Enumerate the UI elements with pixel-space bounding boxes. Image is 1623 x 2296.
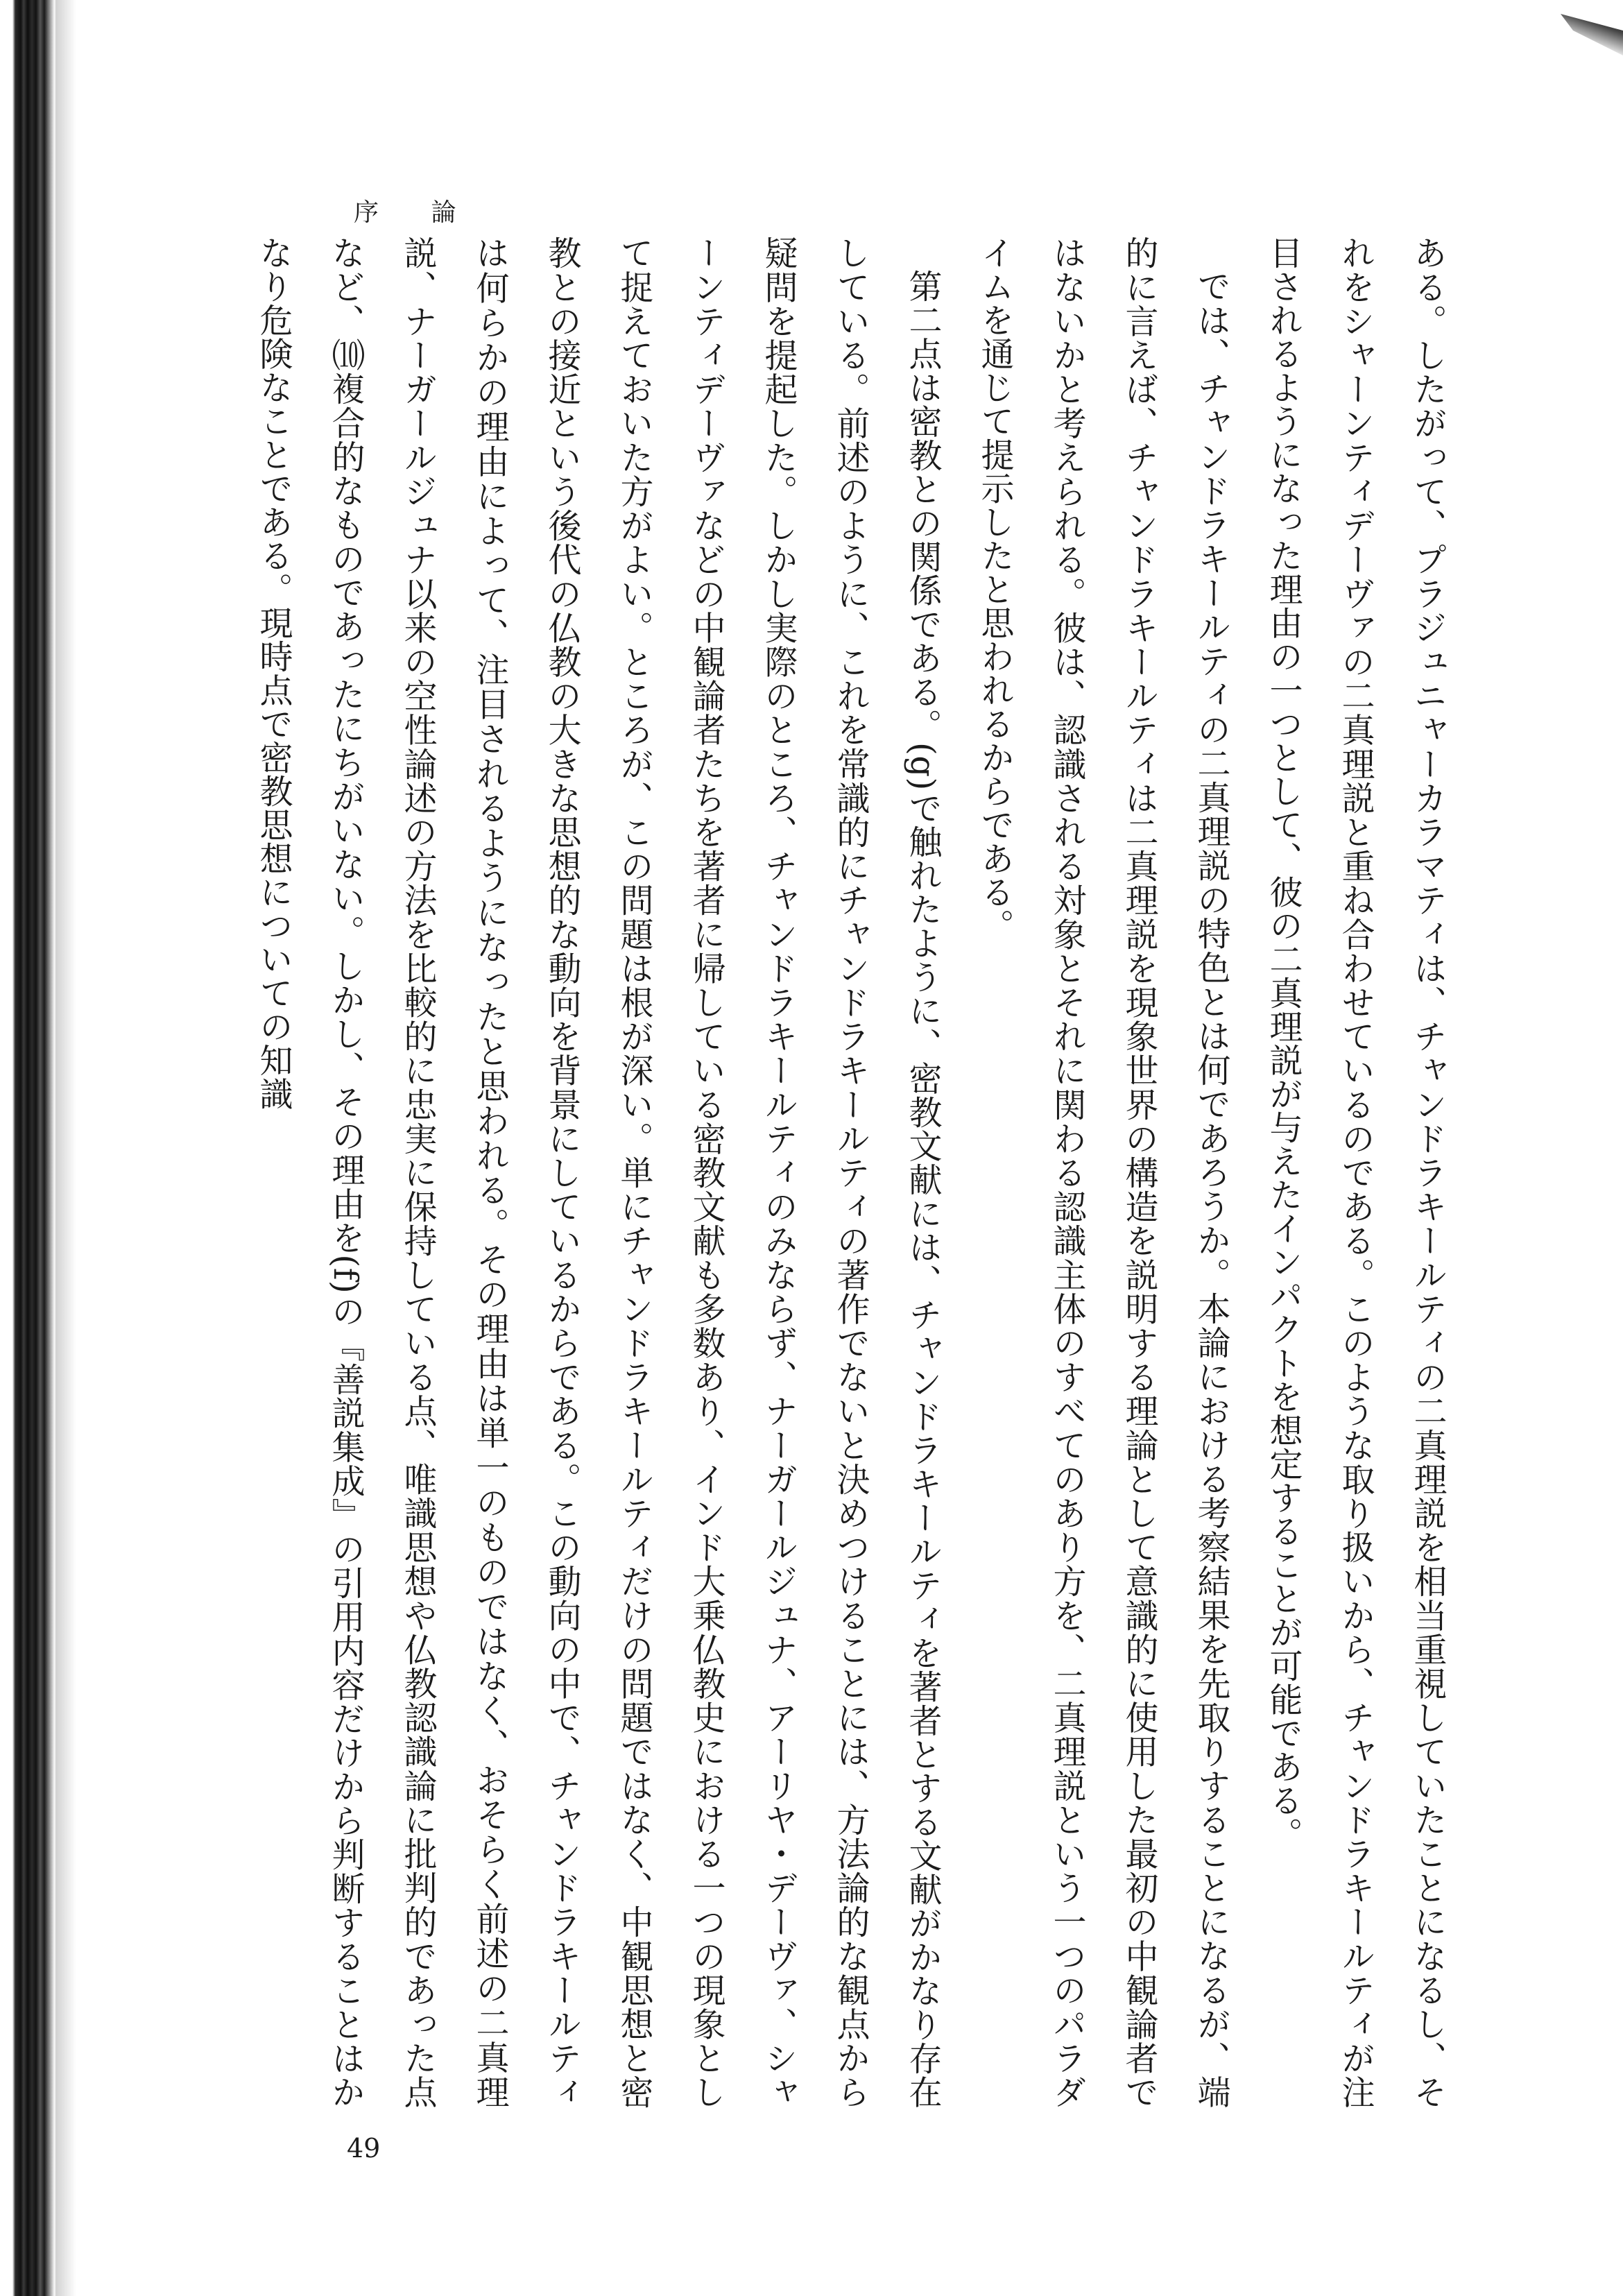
running-header: 序 論: [354, 198, 479, 227]
body-text: [237, 236, 1463, 2109]
page-number: 49: [347, 2133, 381, 2164]
scan-corner-mark: [1561, 14, 1623, 55]
paragraph-3: 第二点は密教との関係である。(g)で触れたように、密教文献には、チャンドラキールティを著者とする文献がかなり存在している。前述のように、これを常識的にチャンドラキールティの著作でないと決めつけることには、方法論的な観点から疑問を提起した。しかし実際のところ、チャンドラキールティのみならず、ナーガールジュナ、アーリヤ・デーヴァ、シャーンティデーヴァなどの中観論者たちを著者に帰している密教文献も多数あり、インド大乗仏教史における一つの現象として捉えておいた方がよい。ところが、この問題は根が深い。単にチャンドラキールティだけの問題ではなく、中観思想と密教との接近という後代の仏教の大きな思想的な動向を背景にしているからである。この動向の中で、チャンドラキールティは何らかの理由によって、注目されるようになったと思われる。その理由は単一のものではなく、おそらく前述の二真理説、ナーガールジュナ以来の空性論述の方法を比較的に忠実に保持している点、唯識思想や仏教認識論に批判的であった点など、⑽複合的なものであったにちがいない。しかし、その理由を(f)の『善説集成』の引用内容だけから判断することはかなり危険なことである。現時点で密教思想についての知識: [254, 236, 942, 2109]
paragraph-1: ある。したがって、プラジュニャーカラマティは、チャンドラキールティの二真理説を相当重視していたことになるし、それをシャーンティデーヴァの二真理説と重ね合わせているのである。このような取り扱いから、チャンドラキールティが注目されるようになった理由の一つとして、彼の二真理説が与えたインパクトを想定することが可能である。: [1264, 236, 1447, 2109]
paragraph-2: では、チャンドラキールティの二真理説の特色とは何であろうか。本論における考察結果を先取りすることになるが、端的に言えば、チャンドラキールティは二真理説を現象世界の構造を説明する理論として意識的に使用した最初の中観論者ではないかと考えられる。彼は、認識される対象とそれに関わる認識主体のすべてのあり方を、二真理説という一つのパラダイムを通じて提示したと思われるからである。: [975, 236, 1230, 2109]
binding-edge: [0, 0, 55, 2296]
binding-shadow: [55, 0, 76, 2296]
